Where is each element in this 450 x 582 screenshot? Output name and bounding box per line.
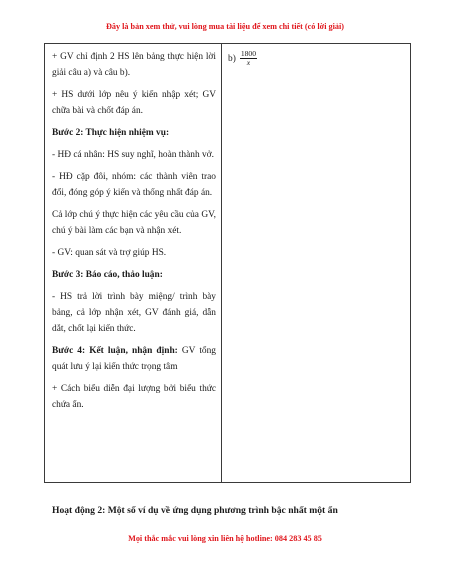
- activity-paragraph: - GV: quan sát và trợ giúp HS.: [52, 248, 167, 258]
- step-heading: Bước 4: Kết luận, nhận định:: [52, 346, 178, 356]
- activity-paragraph: + Cách biểu diễn đại lượng bởi biểu thức chứa ẩn.: [52, 384, 216, 410]
- answer-b: [228, 50, 404, 67]
- answer-label: b): [228, 53, 236, 64]
- hotline-banner: Mọi thắc mắc vui lòng xin liên hệ hotline: 084 283 45 85: [128, 534, 322, 543]
- activity-paragraph: [52, 343, 216, 375]
- activity-paragraph: + HS dưới lớp nêu ý kiến nhập xét; GV chữa bài và chốt đáp án.: [52, 90, 216, 116]
- step-heading: Bước 2: Thực hiện nhiệm vụ:: [52, 128, 170, 138]
- preview-notice-banner: Đây là bản xem thử, vui lòng mua tài liệu để xem chi tiết (có lời giải): [105, 22, 344, 31]
- fraction-numerator: 1800: [240, 49, 256, 58]
- lesson-table: [44, 43, 411, 483]
- activity-paragraph: - HĐ cá nhân: HS suy nghĩ, hoàn thành vở.: [52, 150, 214, 160]
- section-heading: Hoạt động 2: Một số ví dụ về ứng dụng phương trình bậc nhất một ẩn: [52, 505, 338, 516]
- answer-column: [222, 44, 410, 482]
- fraction-expression: [240, 50, 257, 67]
- activity-paragraph: + GV chỉ định 2 HS lên bảng thực hiện lời giải câu a) và câu b).: [52, 52, 216, 78]
- step-text: GV tổng quát lưu ý lại kiến thức trọng tâm: [52, 346, 216, 372]
- activity-paragraph: - HĐ cặp đôi, nhóm: các thành viên trao đổi, đóng góp ý kiến và thống nhất đáp án.: [52, 172, 216, 198]
- activity-paragraph: Cả lớp chú ý thực hiện các yêu cầu của GV, chú ý bài làm các bạn và nhận xét.: [52, 210, 216, 236]
- step-heading: Bước 3: Báo cáo, thảo luận:: [52, 270, 163, 280]
- fraction-denominator: x: [246, 58, 251, 67]
- activity-paragraph: - HS trả lời trình bày miệng/ trình bày bảng, cả lớp nhận xét, GV đánh giá, dẫn dắt, chốt lại kiến thức.: [52, 292, 216, 334]
- teacher-activity-column: [45, 44, 222, 482]
